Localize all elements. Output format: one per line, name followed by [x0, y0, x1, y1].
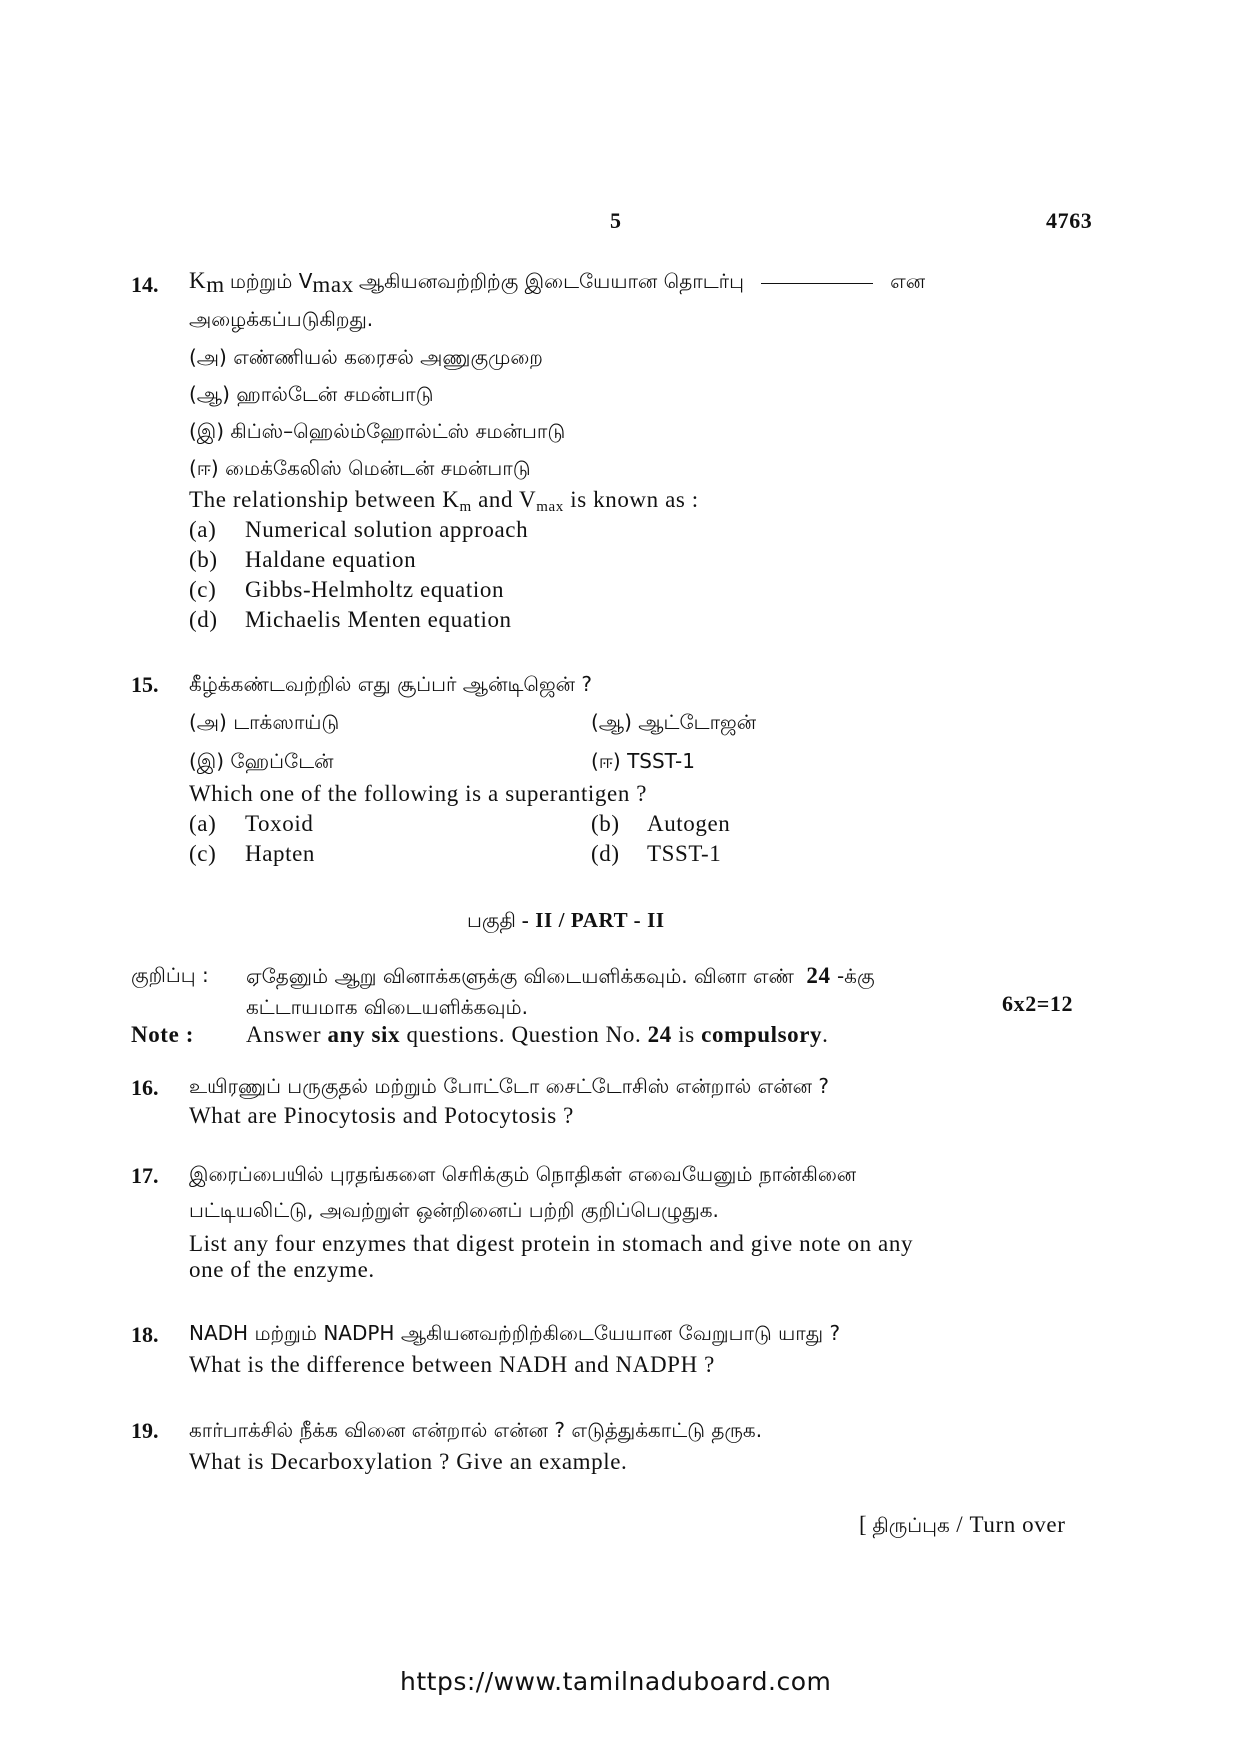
question-number: 15.	[131, 672, 159, 697]
question-number: 18.	[131, 1322, 159, 1347]
option-english: (d) Michaelis Menten equation	[189, 607, 512, 632]
q19-english: What is Decarboxylation ? Give an example.	[189, 1449, 628, 1474]
option-tamil: (அ) எண்ணியல் கரைசல் அணுகுமுறை	[189, 345, 543, 369]
note-tamil-line2: கட்டாயமாக விடையளிக்கவும்.	[246, 995, 528, 1019]
option-tamil: (இ) கிப்ஸ்–ஹெல்ம்ஹோல்ட்ஸ் சமன்பாடு	[189, 419, 566, 443]
q18-english: What is the difference between NADH and NADPH ?	[189, 1352, 715, 1377]
q15-tamil: கீழ்க்கண்டவற்றில் எது சூப்பர் ஆன்டிஜென் ?	[189, 672, 592, 696]
option-english: (d) TSST-1	[591, 841, 722, 866]
note-label-english: Note :	[131, 1022, 194, 1047]
q16-english: What are Pinocytosis and Potocytosis ?	[189, 1103, 574, 1128]
note-tamil-line1: ஏதேனும் ஆறு வினாக்களுக்கு விடையளிக்கவும். வினா எண் 24 -க்கு	[246, 963, 875, 988]
paper-code: 4763	[1046, 208, 1093, 233]
option-tamil: (ஆ) ஹால்டேன் சமன்பாடு	[189, 382, 434, 406]
option-english: (a) Toxoid	[189, 811, 314, 836]
q17-english-line2: one of the enzyme.	[189, 1257, 375, 1282]
option-tamil: (ஈ) மைக்கேலிஸ் மென்டன் சமன்பாடு	[189, 456, 531, 480]
marks: 6x2=12	[1002, 991, 1074, 1016]
option-tamil: (ஈ) TSST-1	[591, 749, 695, 773]
page-number: 5	[610, 208, 622, 233]
q17-tamil-line2: பட்டியலிட்டு, அவற்றுள் ஒன்றினைப் பற்றி குறிப்பெழுதுக.	[189, 1198, 719, 1222]
q18-tamil: NADH மற்றும் NADPH ஆகியனவற்றிற்கிடையேயான வேறுபாடு யாது ?	[189, 1321, 841, 1345]
question-number: 16.	[131, 1075, 159, 1100]
turn-over: [ திருப்புக / Turn over	[859, 1512, 1066, 1537]
q19-tamil: கார்பாக்சில் நீக்க வினை என்றால் என்ன ? எடுத்துக்காட்டு தருக.	[189, 1418, 763, 1442]
q14-tamil-line2: அழைக்கப்படுகிறது.	[189, 307, 374, 331]
option-english: (c) Hapten	[189, 841, 316, 866]
option-english: (a) Numerical solution approach	[189, 517, 529, 542]
k-symbol: K	[189, 268, 207, 293]
fill-in-blank	[761, 283, 873, 284]
q16-tamil: உயிரணுப் பருகுதல் மற்றும் போட்டோ சைட்டோசிஸ் என்றால் என்ன ?	[189, 1074, 829, 1098]
q14-english: The relationship between $K_m$ and $V_{max}$ is known as :	[189, 487, 699, 515]
q14-tamil-line1: $K_m$ மற்றும் $V_{max}$ ஆகியனவற்றிற்கு இடையேயான தொடர்பு என	[189, 268, 926, 297]
option-tamil: (இ) ஹேப்டேன்	[189, 749, 334, 773]
question-number: 17.	[131, 1163, 159, 1188]
part-heading: பகுதி - II / PART - II	[467, 908, 665, 932]
option-english: (b) Haldane equation	[189, 547, 417, 572]
option-tamil: (ஆ) ஆட்டோஜன்	[591, 710, 757, 734]
footer-url: https://www.tamilnaduboard.com	[400, 1667, 832, 1696]
note-english: Answer any six questions. Question No. 24 is compulsory.	[246, 1022, 829, 1047]
option-english: (c) Gibbs-Helmholtz equation	[189, 577, 505, 602]
question-number: 19.	[131, 1418, 159, 1443]
option-english: (b) Autogen	[591, 811, 731, 836]
option-tamil: (அ) டாக்ஸாய்டு	[189, 710, 340, 734]
q17-english-line1: List any four enzymes that digest protein in stomach and give note on any	[189, 1231, 914, 1256]
question-number: 14.	[131, 272, 159, 297]
q17-tamil-line1: இரைப்பையில் புரதங்களை செரிக்கும் நொதிகள் எவையேனும் நான்கினை	[189, 1162, 857, 1186]
note-label-tamil: குறிப்பு :	[131, 963, 209, 987]
q15-english: Which one of the following is a superantigen ?	[189, 781, 648, 806]
